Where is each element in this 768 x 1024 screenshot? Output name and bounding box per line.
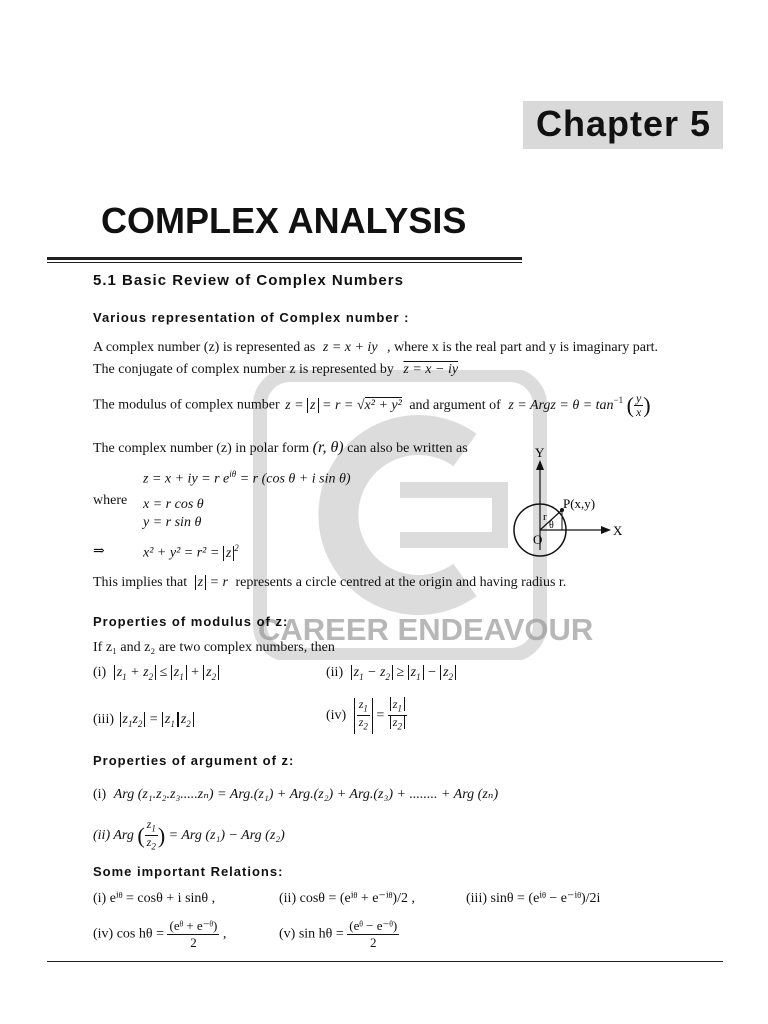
watermark-text: CAREER ENDEAVOUR bbox=[258, 612, 594, 647]
diagram-y-label: Y bbox=[535, 445, 545, 460]
line-conjugate: The conjugate of complex number z is represented by z = x − iy bbox=[93, 362, 459, 377]
relation-v: (v) sin hθ = $\frac{\text{(eᶿ − e⁻ᶿ)}}{2}$ bbox=[279, 918, 398, 950]
argument-prop-ii: (ii) Arg ( $\frac{z_1}{z_2}$ ) = Arg (z₁) − Arg (z₂) bbox=[93, 817, 285, 852]
modulus-heading: Properties of modulus of z: bbox=[93, 614, 289, 629]
eq-y: y = r sin θ bbox=[143, 515, 202, 530]
eq-modulus-squared: x² + y² = r² = z $^2$ bbox=[143, 543, 239, 561]
title-rule-thin bbox=[47, 262, 522, 263]
eq-x: x = r cos θ bbox=[143, 497, 204, 512]
footer-rule bbox=[47, 961, 723, 962]
line-modulus: The modulus of complex number z = z = r = √x² + y² and argument of z = Argz = $\theta = \tan^{-1}$ ( $\frac{y}{x}$ ) bbox=[93, 391, 651, 419]
line-complex-number: A complex number (z) is represented as z = x + iy , where x is the real part and y is imaginary part. bbox=[93, 340, 659, 355]
chapter-label: Chapter 5 bbox=[536, 103, 712, 144]
diagram-o-label: O bbox=[533, 532, 543, 547]
modulus-prop-ii: (ii) $z_1 - z_2 \ge z_1 - z_2$ bbox=[326, 665, 456, 682]
diagram-r-label: r bbox=[543, 511, 547, 523]
section-heading: 5.1 Basic Review of Complex Numbers bbox=[93, 272, 404, 289]
relation-ii: (ii) cosθ = (eⁱᶿ + e⁻ⁱᶿ)/2 , bbox=[279, 891, 415, 906]
page-title: COMPLEX ANALYSIS bbox=[101, 200, 467, 241]
relation-i: (i) eⁱᶿ = cosθ + i sinθ , bbox=[93, 891, 216, 906]
line-polar-form: The complex number (z) in polar form (r, θ) can also be written as bbox=[93, 439, 468, 456]
subsection-heading: Various representation of Complex number : bbox=[93, 310, 410, 325]
diagram-x-label: X bbox=[613, 523, 623, 538]
polar-diagram bbox=[505, 440, 635, 560]
implies-symbol: ⇒ bbox=[93, 544, 105, 559]
argument-prop-i: (i) Arg (z₁.z₂.z₃.....zₙ) = Arg.(z₁) + Arg.(z₂) + Arg.(z₃) + ........ + Arg (zₙ) bbox=[93, 787, 499, 802]
relation-iv: (iv) cos hθ = $\frac{\text{(eᶿ + e⁻ᶿ)}}{2}$ , bbox=[93, 918, 227, 950]
line-circle: This implies that z = r represents a circle centred at the origin and having radius r. bbox=[93, 575, 567, 590]
eq-polar: z = x + iy = r $e^{i\theta} = r$ (cos θ + i sin θ) bbox=[143, 469, 351, 487]
diagram-p-label: P(x,y) bbox=[563, 496, 596, 511]
modulus-intro: If z₁ and z₂ are two complex numbers, then bbox=[93, 640, 335, 655]
relation-iii: (iii) sinθ = (eⁱᶿ − e⁻ⁱᶿ)/2i bbox=[466, 891, 601, 906]
modulus-prop-iv: (iv) $\frac{z_1}{z_2}$ = $\frac{z_1}{z_2}$ bbox=[326, 698, 407, 734]
modulus-prop-i: (i) $z_1 + z_2 \le z_1 + z_2$ bbox=[93, 665, 219, 682]
title-rule-thick bbox=[47, 257, 522, 260]
diagram-theta-label: θ bbox=[549, 520, 554, 531]
argument-heading: Properties of argument of z: bbox=[93, 753, 295, 768]
modulus-prop-iii: (iii) $z_1z_2 = z_1$ $z_2$ bbox=[93, 712, 194, 729]
relations-heading: Some important Relations: bbox=[93, 864, 284, 879]
where-label: where bbox=[93, 493, 128, 508]
